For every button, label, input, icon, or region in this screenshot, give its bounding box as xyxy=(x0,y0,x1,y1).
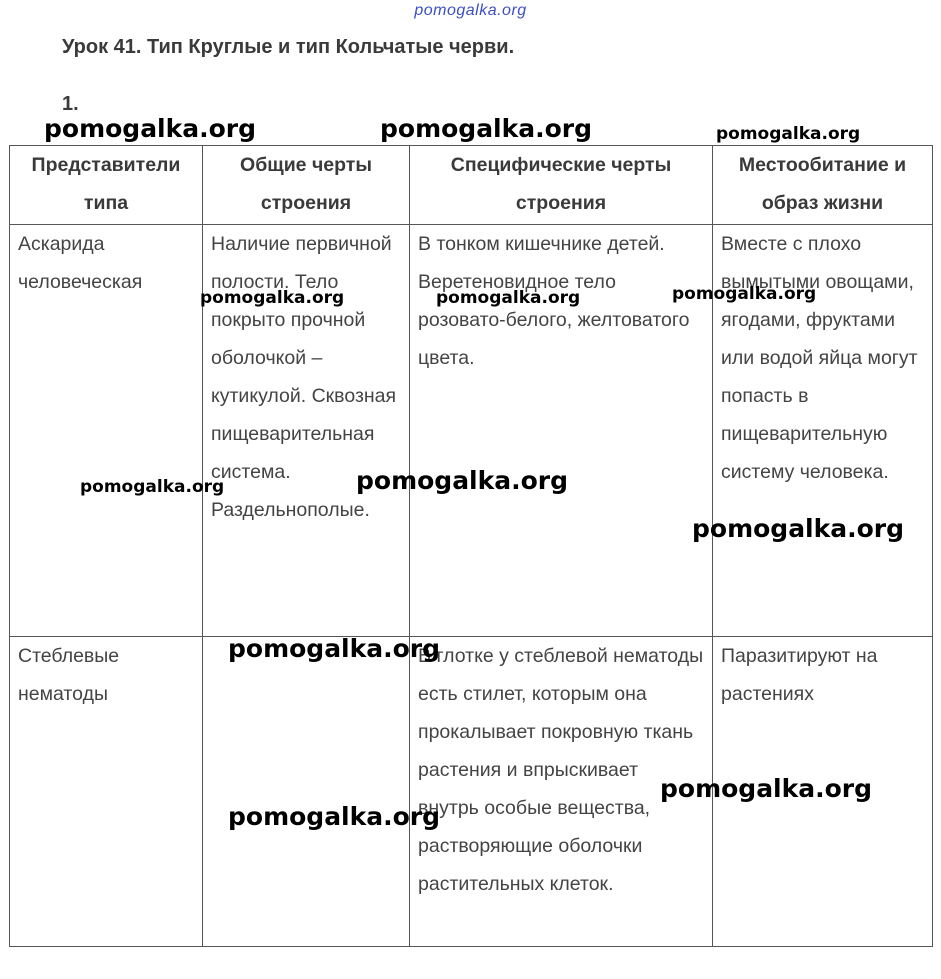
table-row xyxy=(10,637,933,947)
cell-text: Вместе с плохо вымытыми овощами, ягодами, фруктами или водой яйца могут попасть в пищеварительную систему человека. xyxy=(721,233,918,483)
page-title: Урок 41. Тип Круглые и тип Кольчатые черви. xyxy=(62,36,515,58)
watermark: pomogalka.org xyxy=(436,288,581,308)
cell-representative xyxy=(10,225,203,637)
header-representatives: Представители типа xyxy=(10,146,203,225)
watermark: pomogalka.org xyxy=(44,114,257,143)
watermark: pomogalka.org xyxy=(200,288,345,308)
header-habitat: Местообитание и образ жизни xyxy=(713,146,933,225)
watermark: pomogalka.org xyxy=(80,477,225,497)
header-specific-features: Специфические черты строения xyxy=(410,146,713,225)
site-label: pomogalka.org xyxy=(414,2,527,19)
cell-text: Аскарида человеческая xyxy=(18,233,143,293)
cell-common xyxy=(203,637,410,947)
cell-text: В глотке у стеблевой нематоды есть стилет, которым она прокалывает покровную ткань растения и впрыскивает внутрь особые вещества, растворяющие оболочки растительных клеток. xyxy=(418,645,704,895)
header-common-features: Общие черты строения xyxy=(203,146,410,225)
item-number: 1. xyxy=(62,93,79,115)
watermark: pomogalka.org xyxy=(716,124,861,144)
cell-common xyxy=(203,225,410,637)
watermark: pomogalka.org xyxy=(380,114,593,143)
cell-text: Наличие первичной полости. Тело покрыто прочной оболочкой – кутикулой. Сквозная пищеварительная система. Раздельнополые. xyxy=(211,233,397,521)
watermark: pomogalka.org xyxy=(228,802,441,831)
table-row xyxy=(10,225,933,637)
comparison-table xyxy=(9,145,933,947)
watermark: pomogalka.org xyxy=(672,284,817,304)
cell-text: В тонком кишечнике детей. Веретеновидное тело розовато-белого, желтоватого цвета. xyxy=(418,233,690,369)
cell-representative xyxy=(10,637,203,947)
cell-text: Паразитируют на растениях xyxy=(721,645,878,705)
cell-specific xyxy=(410,637,713,947)
watermark: pomogalka.org xyxy=(692,514,905,543)
watermark: pomogalka.org xyxy=(228,634,441,663)
cell-habitat xyxy=(713,225,933,637)
cell-habitat xyxy=(713,637,933,947)
watermark: pomogalka.org xyxy=(356,466,569,495)
table-header-row xyxy=(10,146,933,225)
cell-text: Стеблевые нематоды xyxy=(18,645,120,705)
watermark: pomogalka.org xyxy=(660,774,873,803)
cell-specific xyxy=(410,225,713,637)
